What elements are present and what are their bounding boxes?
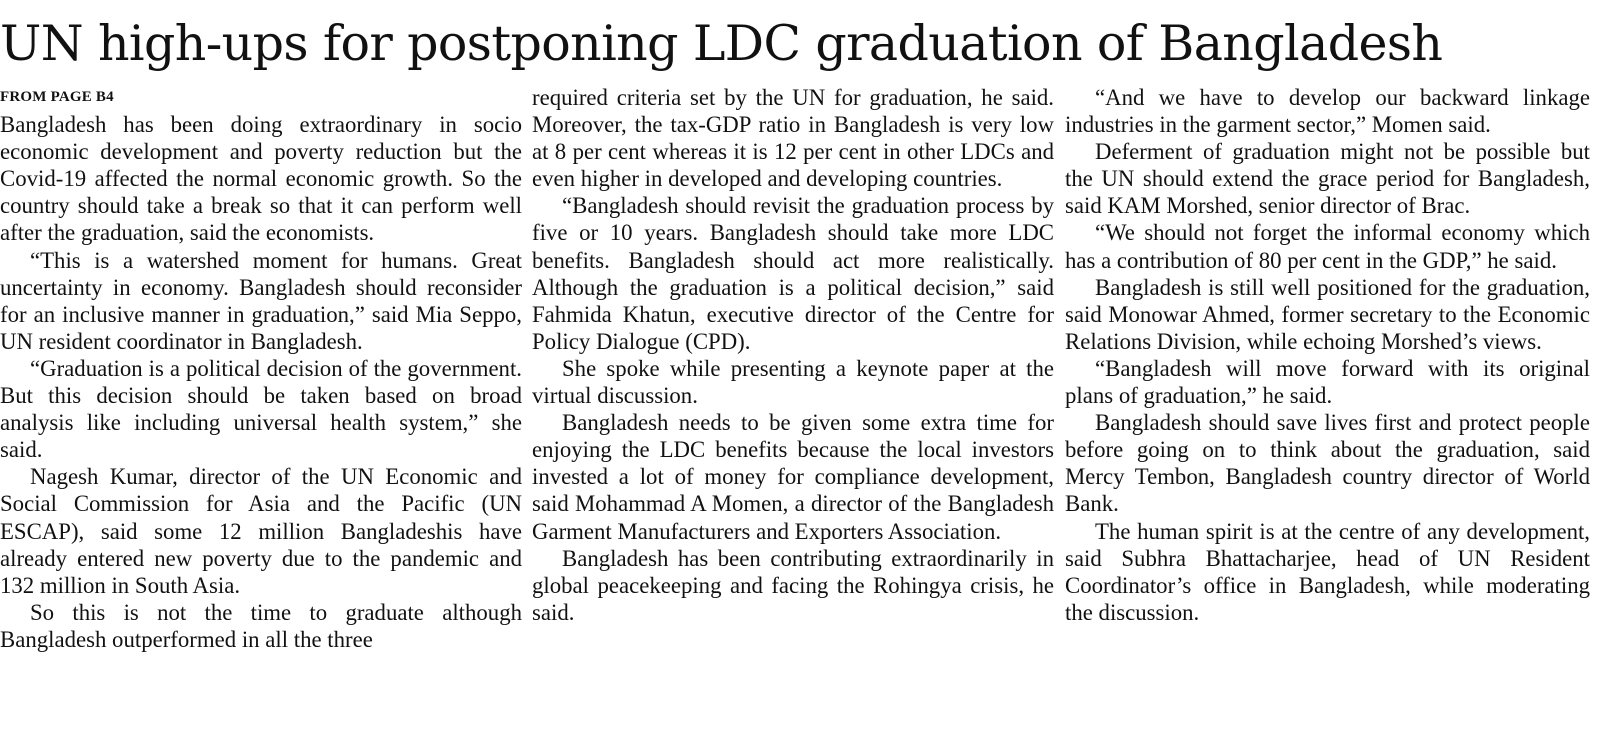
paragraph: “We should not forget the informal economy which has a contribution of 80 per cent in the GDP,” he said.: [1065, 220, 1590, 273]
article-column-2: [532, 84, 1054, 626]
paragraph: Bangladesh is still well positioned for the graduation, said Monowar Ahmed, former secretary to the Economic Relations Division, while echoing Morshed’s views.: [1065, 274, 1590, 354]
article-column-1: [0, 84, 522, 653]
paragraph: The human spirit is at the centre of any development, said Subhra Bhattacharjee, head of UN Resident Coordinator’s office in Bangladesh, while moderating the discussion.: [1065, 518, 1590, 625]
continuation-label: FROM PAGE B4: [0, 89, 114, 105]
paragraph: Bangladesh needs to be given some extra time for enjoying the LDC benefits because the local investors invested a lot of money for compliance development, said Mohammad A Momen, a director of the Bangladesh Garment Manufacturers and Exporters Association.: [532, 410, 1054, 544]
paragraph: “Bangladesh will move forward with its original plans of graduation,” he said.: [1065, 355, 1590, 409]
paragraph: “And we have to develop our backward linkage industries in the garment sector,” Momen said.: [1065, 85, 1590, 138]
paragraph: required criteria set by the UN for graduation, he said. Moreover, the tax-GDP ratio in Bangladesh is very low at 8 per cent whereas it is 12 per cent in other LDCs and even higher in developed and developing countries.: [532, 85, 1054, 192]
paragraph: Nagesh Kumar, director of the UN Economic and Social Commission for Asia and the Pacific (UN ESCAP), said some 12 million Bangladeshis have already entered new poverty due to the pandemic and 132 million in South Asia.: [0, 464, 522, 598]
paragraph: Bangladesh has been contributing extraordinarily in global peacekeeping and facing the Rohingya crisis, he said.: [532, 545, 1054, 625]
paragraph: Bangladesh has been doing extraordinary in socio economic development and poverty reduction but the Covid-19 affected the normal economic growth. So the country should take a break so that it can perform well after the graduation, said the economists.: [0, 112, 522, 246]
paragraph: “Graduation is a political decision of the government. But this decision should be taken based on broad analysis like including universal health system,” she said.: [0, 355, 522, 463]
paragraph: She spoke while presenting a keynote paper at the virtual discussion.: [532, 355, 1054, 409]
paragraph: “This is a watershed moment for humans. Great uncertainty in economy. Bangladesh should reconsider for an inclusive manner in graduation,” said Mia Seppo, UN resident coordinator in Bangladesh.: [0, 247, 522, 354]
paragraph: Deferment of graduation might not be possible but the UN should extend the grace period for Bangladesh, said KAM Morshed, senior director of Brac.: [1065, 139, 1590, 219]
headline: UN high-ups for postponing LDC graduation of Bangladesh: [0, 15, 1443, 72]
paragraph: So this is not the time to graduate although Bangladesh outperformed in all the three: [0, 599, 522, 652]
paragraph: “Bangladesh should revisit the graduation process by five or 10 years. Bangladesh should take more LDC benefits. Bangladesh should act more realistically. Although the graduation is a political decision,” said Fahmida Khatun, executive director of the Centre for Policy Dialogue (CPD).: [532, 193, 1054, 354]
paragraph: Bangladesh should save lives first and protect people before going on to think about the graduation, said Mercy Tembon, Bangladesh country director of World Bank.: [1065, 410, 1590, 517]
article-column-3: [1065, 84, 1590, 626]
